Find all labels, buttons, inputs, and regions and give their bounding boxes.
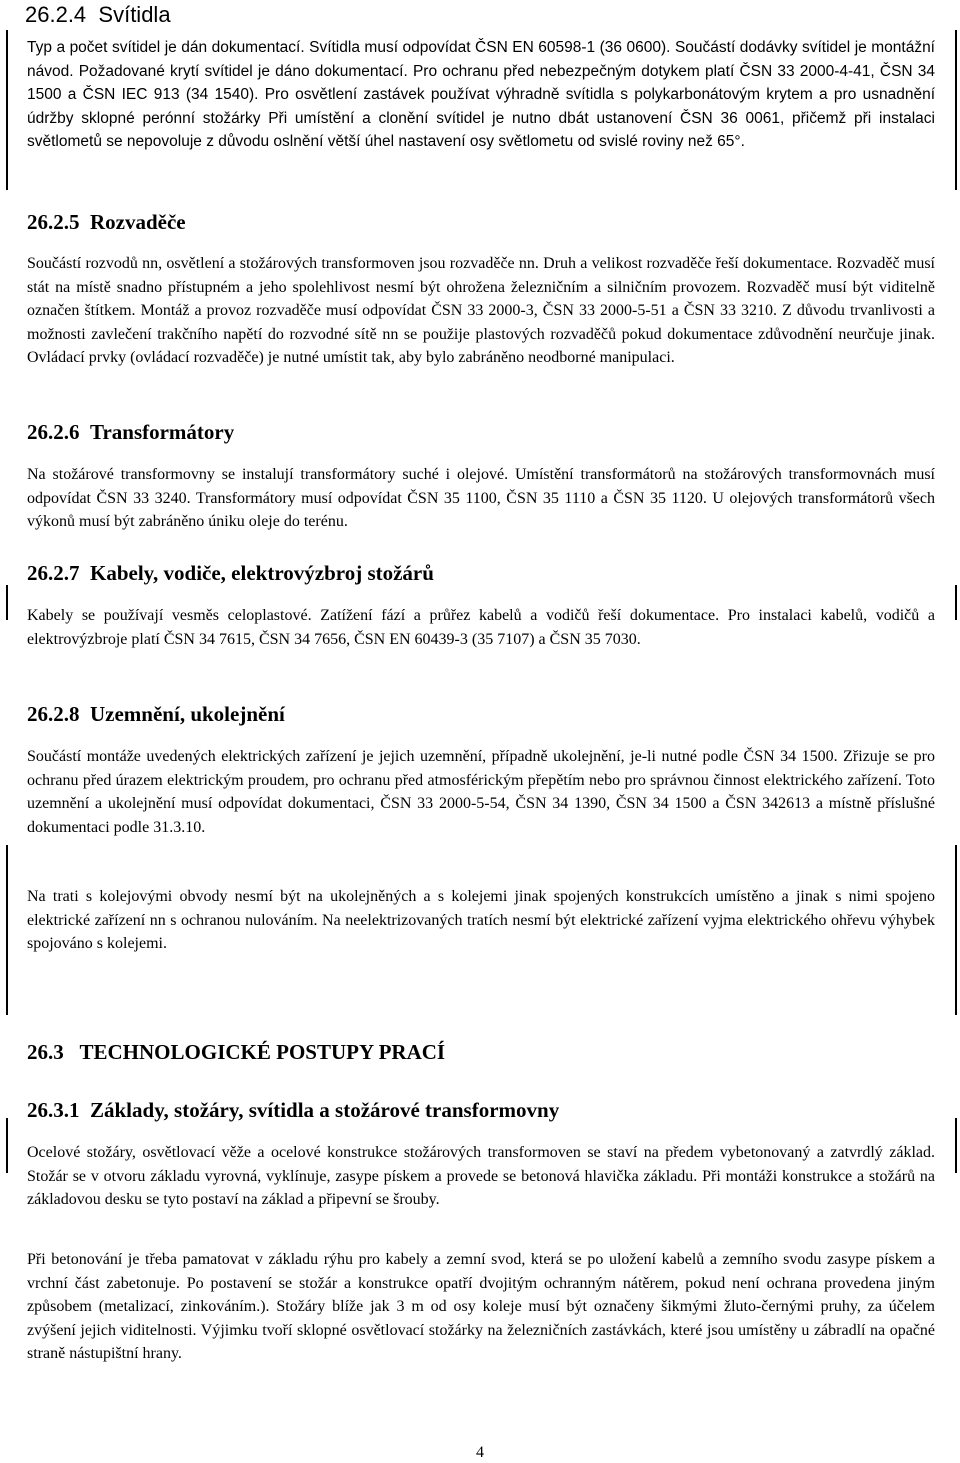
heading-number: 26.2.6: [27, 420, 80, 444]
heading-number: 26.3: [27, 1040, 64, 1064]
revision-bar-right-1: [955, 30, 957, 190]
heading-title: Rozvaděče: [90, 210, 186, 234]
paragraph-kabely: Kabely se používají vesměs celoplastové. Zatížení fází a průřez kabelů a vodičů řeší dokumentace. Pro instalaci kabelů, vodičů a elektrovýzbroje platí ČSN 34 7615, ČSN 34 7656, ČSN EN 60439-3 (35 7107) a ČSN 35 7030.: [27, 607, 935, 648]
heading-svitidla: [25, 2, 171, 28]
revision-bar-left-4: [6, 1118, 8, 1173]
page-number: 4: [476, 1444, 484, 1461]
heading-title: TECHNOLOGICKÉ POSTUPY PRACÍ: [79, 1040, 446, 1064]
heading-number: 26.2.4: [25, 2, 87, 27]
revision-bar-right-3: [955, 845, 957, 1015]
heading-number: 26.2.7: [27, 561, 80, 585]
heading-transformatory: [27, 420, 234, 445]
heading-kabely: [27, 561, 434, 586]
paragraph-transformatory: Na stožárové transformovny se instalují transformátory suché i olejové. Umístění transformátorů na stožárových transformovnách musí odpovídat ČSN 33 3240. Transformátory musí odpovídat ČSN 35 1100, ČSN 35 1110 a ČSN 35 1120. U olejových transformátorů všech výkonů musí být zabráněno úniku oleje do terénu.: [27, 466, 935, 530]
paragraph-uzemneni-2: Na trati s kolejovými obvody nesmí být na ukolejněných a s kolejemi jinak spojených konstrukcích umístěno a jinak s nimi spojeno elektrické zařízení nn s ochranou nulováním. Na neelektrizovaných tratích nesmí být elektrické zařízení vyjma elektrického ohřevu výhybek spojováno s kolejemi.: [27, 888, 935, 952]
heading-number: 26.3.1: [27, 1098, 80, 1122]
paragraph-svitidla: Typ a počet svítidel je dán dokumentací. Svítidla musí odpovídat ČSN EN 60598-1 (36 0600). Součástí dodávky svítidel je montážní návod. Požadované krytí svítidel je dáno dokumentací. Pro ochranu před nebezpečným dotykem platí ČSN 33 2000-4-41, ČSN 34 1500 a ČSN IEC 913 (34 1540). Pro osvětlení zastávek používat výhradně svítidla s polykarbonátovým krytem a pro usnadnění údržby sklopné perónní stožárky Při umístění a clonění svítidel je nutno dbát ustanovení ČSN 36 0061, přičemž při instalaci světlometů se nepovoluje z důvodu oslnění větší úhel nastavení osy světlometu od svislé roviny než 65°.: [27, 39, 935, 150]
paragraph-zaklady-2: Při betonování je třeba pamatovat v základu rýhu pro kabely a zemní svod, která se po uložení kabelů a zemního svodu zasype pískem a vrchní část zabetonuje. Po postavení se stožár a konstrukce opatří dvojitým ochranným nátěrem, pokud není ochrana provedena jiným způsobem (metalizací, zinkováním.). Stožáry blíže jak 3 m od osy koleje musí být označeny šikmými žluto-černými pruhy, za účelem zvýšení jejich viditelnosti. Výjimku tvoří sklopné osvětlovací stožárky na železničních zastávkách, které jsou umístěny u zábradlí na opačné straně nástupištní hrany.: [27, 1251, 935, 1362]
heading-rozvadece: [27, 210, 186, 235]
heading-number: 26.2.5: [27, 210, 80, 234]
heading-uzemneni: [27, 702, 285, 727]
heading-zaklady: [27, 1098, 559, 1123]
heading-title: Kabely, vodiče, elektrovýzbroj stožárů: [90, 561, 434, 585]
heading-title: Svítidla: [98, 2, 171, 27]
revision-bar-right-2: [955, 585, 957, 620]
heading-title: Základy, stožáry, svítidla a stožárové transformovny: [90, 1098, 560, 1122]
heading-title: Uzemnění, ukolejnění: [90, 702, 285, 726]
revision-bar-left-3: [6, 845, 8, 1015]
paragraph-zaklady-1: Ocelové stožáry, osvětlovací věže a ocelové konstrukce stožárových transformoven se staví na předem vybetonovaný a zatvrdlý základ. Stožár se v otvoru základu vyrovná, vyklínuje, zasype pískem a provede se betonová hlavička základu. Při montáži konstrukce a stožárů na základovou desku se tyto postaví na základ a připevní se šrouby.: [27, 1144, 935, 1208]
revision-bar-right-4: [955, 1118, 957, 1173]
heading-technologicke-postupy: [27, 1040, 445, 1065]
revision-bar-left-1: [6, 30, 8, 190]
heading-title: Transformátory: [90, 420, 235, 444]
paragraph-rozvadece: Součástí rozvodů nn, osvětlení a stožárových transformoven jsou rozvaděče nn. Druh a velikost rozvaděče řeší dokumentace. Rozvaděč musí stát na místě snadno přístupném a jeho spolehlivost nesmí být ohrožena železničním a silničním provozem. Rozvaděč musí být viditelně označen štítkem. Montáž a provoz rozvaděče musí odpovídat ČSN 33 2000-3, ČSN 33 2000-5-51 a ČSN 33 3210. Z důvodu trvanlivosti a možnosti zavlečení trakčního napětí do rozvodné sítě nn se použije plastových rozvaděčů pokud dokumentace zdůvodnění neurčuje jinak. Ovládací prvky (ovládací rozvaděče) je nutné umístit tak, aby bylo zabráněno neodborné manipulaci.: [27, 255, 935, 366]
revision-bar-left-2: [6, 585, 8, 620]
heading-number: 26.2.8: [27, 702, 80, 726]
paragraph-uzemneni-1: Součástí montáže uvedených elektrických zařízení je jejich uzemnění, případně ukolejnění, je-li nutné podle ČSN 34 1500. Zřizuje se pro ochranu před úrazem elektrickým proudem, pro ochranu před atmosférickým přepětím nebo pro správnou činnost elektrického zařízení. Toto uzemnění a ukolejnění musí odpovídat dokumentaci, ČSN 33 2000-5-54, ČSN 34 1390, ČSN 34 1500 a ČSN 342613 a místně příslušné dokumentaci podle 31.3.10.: [27, 748, 935, 836]
